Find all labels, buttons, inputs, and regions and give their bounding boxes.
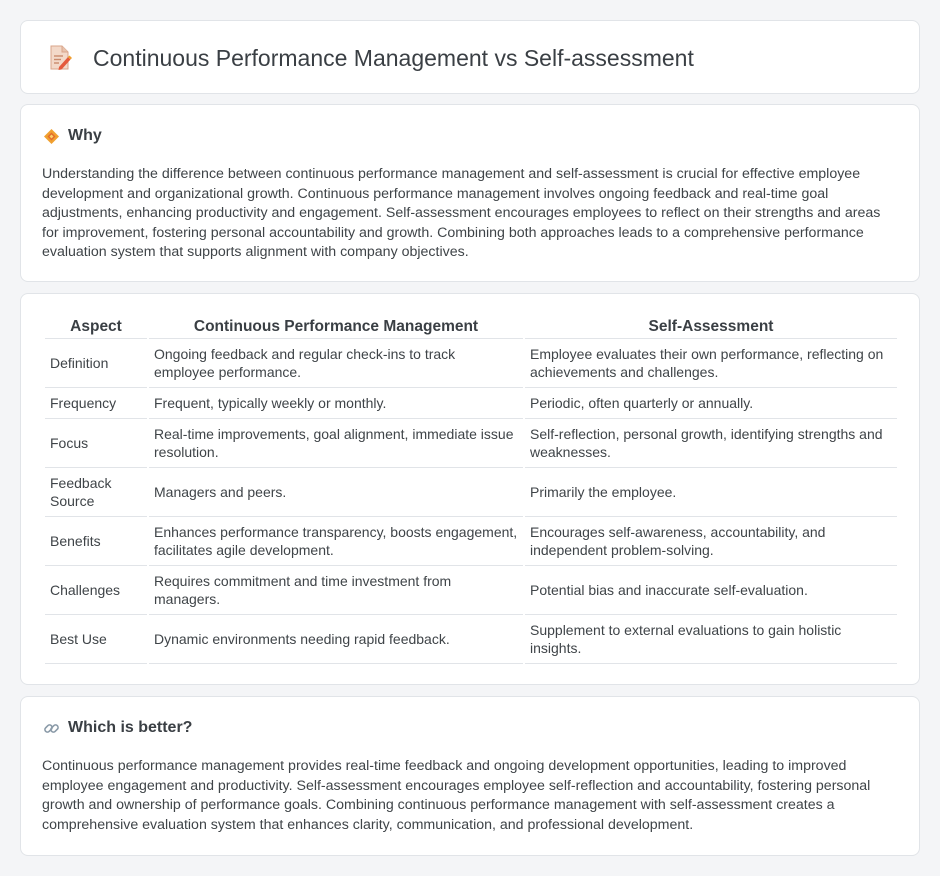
document-pencil-icon — [48, 45, 72, 71]
which-is-better-section — [20, 696, 920, 856]
self-assessment-cell: Encourages self-awareness, accountability, and independent problem-solving. — [525, 517, 897, 566]
better-body: Continuous performance management provides real-time feedback and ongoing development opportunities, leading to improved employee engagement and productivity. Self-assessment encourages employee self-reflection and accountability, fostering personal growth and ownership of performance goals. Combining continuous performance management with self-assessment creates a comprehensive evaluation system that enhances clarity, communication, and professional development. — [42, 758, 871, 833]
aspect-cell: Best Use — [45, 615, 147, 664]
aspect-cell: Feedback Source — [45, 468, 147, 517]
self-assessment-cell: Primarily the employee. — [525, 468, 897, 517]
header-continuous: Continuous Performance Management — [149, 316, 523, 339]
aspect-cell: Benefits — [45, 517, 147, 566]
table-row — [45, 468, 897, 517]
why-heading — [43, 127, 102, 145]
diamond-icon — [43, 128, 60, 145]
self-assessment-cell: Periodic, often quarterly or annually. — [525, 388, 897, 419]
comparison-table — [43, 316, 899, 664]
continuous-cell: Frequent, typically weekly or monthly. — [149, 388, 523, 419]
table-row — [45, 566, 897, 615]
comparison-section — [20, 293, 920, 685]
continuous-cell: Real-time improvements, goal alignment, immediate issue resolution. — [149, 419, 523, 468]
self-assessment-cell: Employee evaluates their own performance, reflecting on achievements and challenges. — [525, 339, 897, 388]
better-heading — [43, 719, 192, 737]
page-title: Continuous Performance Management vs Self-assessment — [93, 45, 694, 71]
self-assessment-cell: Potential bias and inaccurate self-evaluation. — [525, 566, 897, 615]
header-self-assessment: Self-Assessment — [525, 316, 897, 339]
table-row — [45, 339, 897, 388]
better-title: Which is better? — [68, 719, 193, 736]
table-row — [45, 388, 897, 419]
continuous-cell: Managers and peers. — [149, 468, 523, 517]
why-section — [20, 104, 920, 282]
self-assessment-cell: Self-reflection, personal growth, identifying strengths and weaknesses. — [525, 419, 897, 468]
table-row — [45, 517, 897, 566]
aspect-cell: Definition — [45, 339, 147, 388]
table-row — [45, 615, 897, 664]
why-title: Why — [68, 127, 102, 144]
table-row — [45, 419, 897, 468]
self-assessment-cell: Supplement to external evaluations to gain holistic insights. — [525, 615, 897, 664]
continuous-cell: Dynamic environments needing rapid feedback. — [149, 615, 523, 664]
link-icon — [43, 720, 60, 737]
header-card — [20, 20, 920, 94]
aspect-cell: Frequency — [45, 388, 147, 419]
aspect-cell: Challenges — [45, 566, 147, 615]
continuous-cell: Ongoing feedback and regular check-ins to track employee performance. — [149, 339, 523, 388]
header-aspect: Aspect — [45, 316, 147, 339]
continuous-cell: Requires commitment and time investment from managers. — [149, 566, 523, 615]
table-header-row — [45, 316, 897, 339]
why-body: Understanding the difference between continuous performance management and self-assessment is crucial for effective employee development and organizational growth. Continuous performance management involves ongoing feedback and real-time goal adjustments, enhancing productivity and engagement. Self-assessment encourages employees to reflect on their strengths and areas for improvement, fostering personal accountability and growth. Combining both approaches leads to a comprehensive performance evaluation system that supports alignment with company objectives. — [42, 166, 881, 260]
aspect-cell: Focus — [45, 419, 147, 468]
continuous-cell: Enhances performance transparency, boosts engagement, facilitates agile development. — [149, 517, 523, 566]
